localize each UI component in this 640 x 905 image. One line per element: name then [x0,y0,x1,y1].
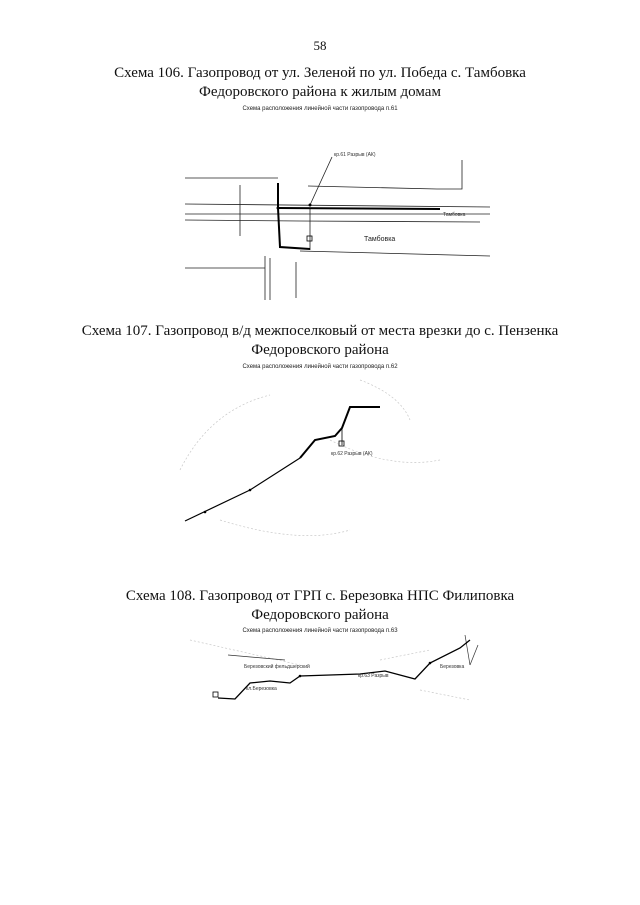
scheme-108-title-line2: Федоровского района [251,607,389,623]
scheme-108-village-label: Березовка [440,664,465,670]
scheme-106-street-label: Тамбовка [443,212,466,218]
scheme-107-title-line2: Федоровского района [251,342,389,358]
scheme-106-village-label: Тамбовка [364,236,396,243]
scheme-107-title-line1: Схема 107. Газопровод в/д межпоселковый от места врезки до с. Пензенка [81,323,559,339]
scheme-107-valve-label: кр.62 Разрыв (АК) [331,451,373,457]
scheme-106-valve-label: кр.61 Разрыв (АК) [334,152,376,158]
scheme-108-area2-label: кл.Березовка [246,686,277,692]
scheme-108-faint-roads [190,640,470,700]
scheme-108-title-line1: Схема 108. Газопровод от ГРП с. Березовка НПС Филиповка [125,588,515,604]
scheme-108-valve-label: кр.63 Разрыв [358,673,389,679]
scheme-106-caption: Схема расположения линейной части газопровода п.61 [242,106,398,112]
scheme-108-area1-label: Березовский фельдшерский [244,664,310,670]
scheme-106-title-line2: Федоровского района к жилым домам [199,84,441,100]
page-number: 58 [313,38,327,53]
scheme-108-caption: Схема расположения линейной части газопровода п.63 [242,628,398,634]
scheme-108-streets [228,635,478,665]
scheme-106-title-line1: Схема 106. Газопровод от ул. Зеленой по ул. Победа с. Тамбовка [114,65,526,81]
scheme-107-caption: Схема расположения линейной части газопровода п.62 [242,364,398,370]
